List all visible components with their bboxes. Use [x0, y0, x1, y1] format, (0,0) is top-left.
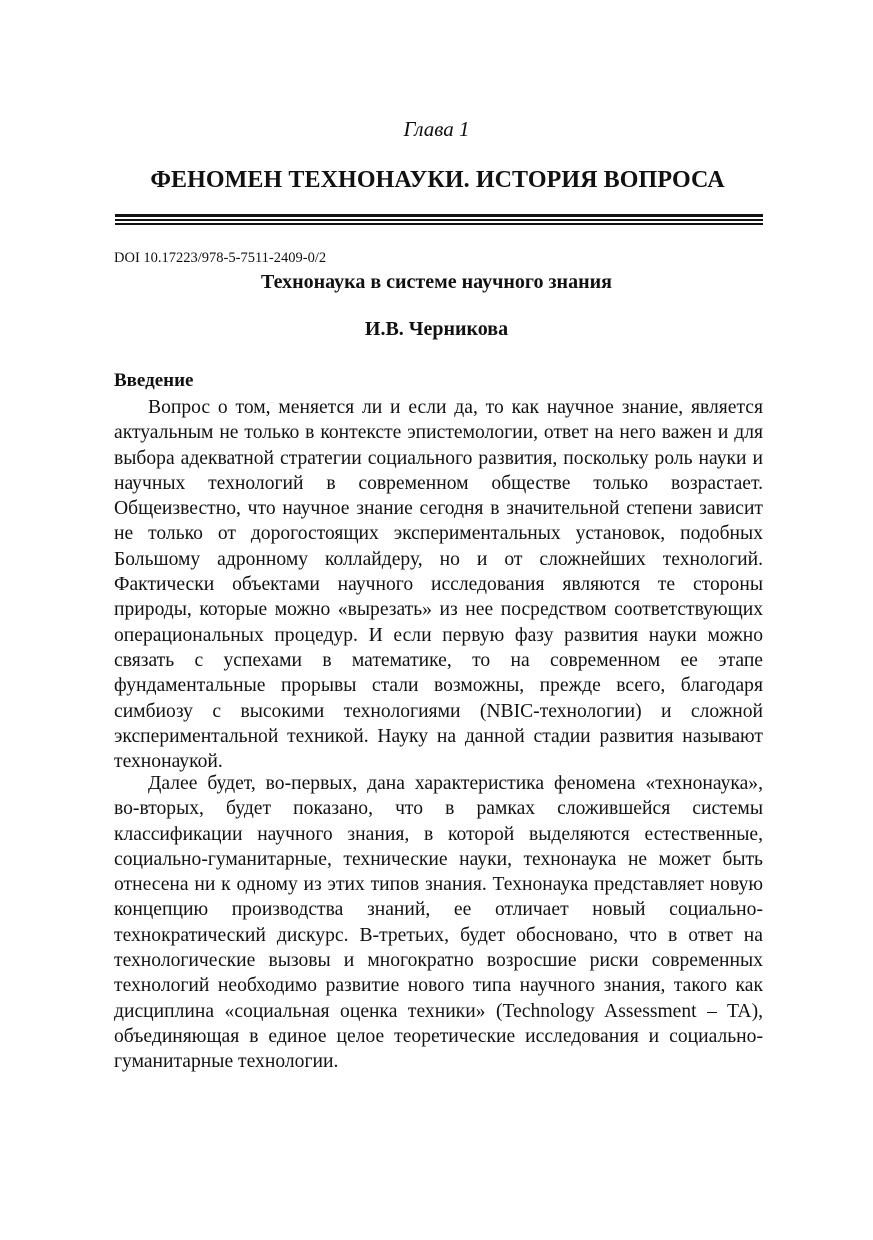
chapter-title: ФЕНОМЕН ТЕХНОНАУКИ. ИСТОРИЯ ВОПРОСА	[150, 167, 725, 193]
author: И.В. Черникова	[364, 318, 509, 340]
title-divider-middle	[115, 219, 763, 221]
title-divider-thin	[115, 223, 763, 225]
paragraph: Вопрос о том, меняется ли и если да, то как научное знание, является актуальным не только в контексте эпистемологии, ответ на него важен и для выбора адекватной стратегии социального развития, поскольку роль науки и научных технологий в современном обществе только возрастает. Общеизвестно, что научное знание сегодня в значительной степени зависит не только от дорогостоящих экспериментальных установок, подобных Большому адронному коллайдеру, но и от сложнейших технологий. Фактически объектами научного исследования являются те стороны природы, которые можно «вырезать» из нее посредством соответствующих операциональных процедур. И если первую фазу развития науки можно связать с успехами в математике, то на современном ее этапе фундаментальные прорывы стали возможны, прежде всего, благодаря симбиозу с высокими технологиями (NBIC-технологии) и сложной экспериментальной техникой. Науку на данной стадии развития называют технонаукой.	[114, 397, 763, 773]
title-divider-thick	[115, 214, 763, 217]
paragraph: Далее будет, во-первых, дана характеристика феномена «технонаука», во-вторых, будет показано, что в рамках сложившейся системы классификации научного знания, в которой выделяются естественные, социально-гуманитарные, технические науки, технонаука не может быть отнесена ни к одному из этих типов знания. Технонаука представляет новую концепцию производства знаний, ее отличает новый социально-технократический дискурс. В-третьих, будет обосновано, что в ответ на технологические вызовы и многократно возросшие риски современных технологий необходимо развитие нового типа научного знания, такого как дисциплина «социальная оценка техники» (Technology Assessment – TA), объединяющая в единое целое теоретические исследования и социально-гуманитарные технологии.	[114, 773, 763, 1073]
article-title: Технонаука в системе научного знания	[261, 271, 612, 293]
section-heading: Введение	[114, 370, 194, 391]
chapter-label: Глава 1	[403, 117, 470, 141]
doi: DOI 10.17223/978-5-7511-2409-0/2	[114, 250, 327, 266]
